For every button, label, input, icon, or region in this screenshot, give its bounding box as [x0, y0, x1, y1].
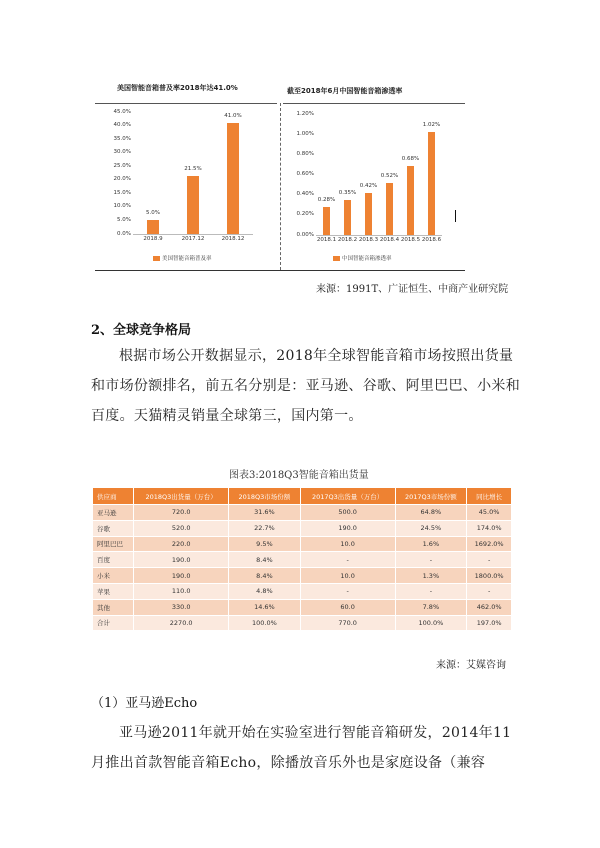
chart-legend: [153, 254, 212, 262]
table-cell: 174.0%: [467, 520, 512, 536]
y-tick-label: 30.0%: [113, 149, 131, 156]
table-cell: 1692.0%: [467, 536, 512, 552]
title-divider: [95, 103, 277, 104]
x-tick-label: 2018.9: [143, 236, 163, 242]
bar: [323, 207, 330, 235]
y-tick-label: 0.0%: [117, 230, 131, 237]
bar: [227, 123, 239, 234]
table-cell: 190.0: [300, 520, 395, 536]
chart-legend: [333, 254, 392, 262]
x-tick-label: 2018.2: [337, 237, 358, 243]
x-tick-label: 2018.3: [358, 237, 379, 243]
table-cell: 110.0: [134, 583, 229, 599]
chart-bottom-border: [95, 270, 465, 271]
x-axis-line: [133, 234, 253, 235]
x-tick-label: 2018.12: [221, 236, 245, 242]
bar: [365, 193, 372, 235]
section-heading: 2、全球竞争格局: [91, 323, 192, 338]
chart-title: 美国智能音箱普及率2018年达41.0%: [117, 84, 238, 92]
y-tick-label: 0.60%: [296, 171, 314, 177]
table-cell: 197.0%: [467, 615, 512, 631]
data-label: 0.35%: [338, 189, 357, 196]
data-label: 0.28%: [317, 196, 336, 203]
table-cell: 1.3%: [395, 568, 467, 584]
table-cell: -: [395, 552, 467, 568]
table-cell: 60.0: [300, 599, 395, 615]
chart-title: 截至2018年6月中国智能音箱渗透率: [287, 87, 403, 95]
bar: [428, 132, 435, 235]
table-cell: 阿里巴巴: [93, 536, 134, 552]
table-cell: 190.0: [134, 568, 229, 584]
table-cell: 苹果: [93, 583, 134, 599]
y-tick-label: 0.00%: [296, 231, 314, 238]
y-tick-label: 10.0%: [113, 203, 131, 210]
table-cell: 500.0: [300, 505, 395, 521]
y-tick-label: 15.0%: [113, 189, 131, 196]
table-cell: 100.0%: [395, 615, 467, 631]
table-row: [93, 505, 512, 521]
bar: [407, 166, 414, 235]
table-cell: 190.0: [134, 552, 229, 568]
paragraph-echo: 亚马逊2011年就开始在实验室进行智能音箱研发，2014年11月推出首款智能音箱Echo，除播放音乐外也是家庭设备（兼容: [91, 725, 512, 771]
table-cell: 22.7%: [229, 520, 301, 536]
table-row: [93, 615, 512, 631]
y-tick-label: 5.0%: [117, 216, 131, 223]
y-tick-label: 40.0%: [113, 122, 131, 129]
table-cell: -: [395, 583, 467, 599]
y-tick-label: 45.0%: [113, 108, 131, 115]
table-cell: 10.0: [300, 568, 395, 584]
y-tick-label: 0.20%: [296, 211, 314, 218]
table-cell: -: [300, 552, 395, 568]
subsection-heading: （1）亚马逊Echo: [91, 696, 198, 711]
column-header: 同比增长: [467, 488, 512, 505]
table-cell: 亚马逊: [93, 505, 134, 521]
table-cell: 7.8%: [395, 599, 467, 615]
data-label: 0.52%: [380, 172, 399, 179]
data-label: 0.42%: [359, 182, 378, 189]
table-cell: 其他: [93, 599, 134, 615]
chart-divider: [280, 103, 282, 270]
column-header: 2017Q3出货量（万台）: [300, 488, 395, 505]
y-tick-label: 25.0%: [113, 162, 131, 169]
column-header: 2018Q3市场份额: [229, 488, 301, 505]
x-axis-line: [316, 235, 442, 236]
table-cell: 220.0: [134, 536, 229, 552]
x-tick-label: 2018.4: [379, 237, 400, 243]
x-tick-label: 2018.6: [421, 237, 442, 243]
table-cell: 9.5%: [229, 536, 301, 552]
table-cell: 520.0: [134, 520, 229, 536]
bar: [344, 200, 351, 235]
column-header: 2017Q3市场份额: [395, 488, 467, 505]
legend-label: 美国智能音箱普及率: [162, 256, 212, 262]
table-cell: 小米: [93, 568, 134, 584]
table-cell: -: [467, 552, 512, 568]
cursor-mark: [455, 210, 456, 222]
table-caption: 图表3:2018Q3智能音箱出货量: [229, 470, 369, 481]
y-tick-label: 1.00%: [296, 130, 314, 137]
table-cell: 1.6%: [395, 536, 467, 552]
legend-swatch: [153, 256, 160, 261]
table-cell: 10.0: [300, 536, 395, 552]
title-divider: [283, 103, 465, 104]
table-cell: 24.5%: [395, 520, 467, 536]
table-cell: 合计: [93, 615, 134, 631]
table-row: [93, 599, 512, 615]
table-cell: 462.0%: [467, 599, 512, 615]
table-cell: 100.0%: [229, 615, 301, 631]
bar: [187, 176, 199, 234]
x-tick-label: 2018.1: [316, 237, 337, 243]
y-tick-label: 0.80%: [296, 150, 314, 157]
paragraph-market: 根据市场公开数据显示，2018年全球智能音箱市场按照出货量和市场份额排名，前五名分别是：亚马逊、谷歌、阿里巴巴、小米和百度。天猫精灵销量全球第三，国内第一。: [91, 348, 520, 424]
table-cell: 64.8%: [395, 505, 467, 521]
table-header-row: [93, 488, 512, 505]
data-label: 1.02%: [422, 122, 441, 129]
legend-label: 中国智能音箱渗透率: [342, 256, 392, 262]
table-cell: 8.4%: [229, 568, 301, 584]
column-header: 供应商: [93, 488, 134, 505]
data-label: 41.0%: [224, 112, 242, 119]
table-cell: 1800.0%: [467, 568, 512, 584]
table-cell: 330.0: [134, 599, 229, 615]
x-tick-label: 2017.12: [181, 236, 205, 242]
table-cell: 2270.0: [134, 615, 229, 631]
data-label: 0.68%: [401, 156, 420, 163]
table-cell: 4.8%: [229, 583, 301, 599]
table-cell: -: [300, 583, 395, 599]
x-tick-label: 2018.5: [400, 237, 421, 243]
y-tick-label: 35.0%: [113, 135, 131, 142]
table-cell: 31.6%: [229, 505, 301, 521]
china-penetration-chart: [283, 75, 465, 270]
y-tick-label: 0.40%: [296, 191, 314, 198]
data-label: 5.0%: [146, 210, 160, 217]
chart-source: 来源：1991T、广证恒生、中商产业研究院: [316, 284, 509, 295]
us-penetration-chart: [95, 75, 277, 270]
shipment-table: [92, 487, 512, 631]
table-row: [93, 536, 512, 552]
table-row: [93, 552, 512, 568]
data-label: 21.5%: [184, 165, 202, 172]
table-cell: 770.0: [300, 615, 395, 631]
table-cell: 14.6%: [229, 599, 301, 615]
bar: [147, 220, 159, 234]
table-source: 来源：艾媒咨询: [436, 660, 506, 671]
table-cell: 45.0%: [467, 505, 512, 521]
table-row: [93, 583, 512, 599]
legend-swatch: [333, 256, 340, 261]
table-cell: 百度: [93, 552, 134, 568]
y-tick-label: 1.20%: [296, 110, 314, 117]
table-cell: 谷歌: [93, 520, 134, 536]
bar: [386, 183, 393, 235]
column-header: 2018Q3出货量（万台）: [134, 488, 229, 505]
table-cell: -: [467, 583, 512, 599]
table-row: [93, 568, 512, 584]
table-cell: 8.4%: [229, 552, 301, 568]
table-cell: 720.0: [134, 505, 229, 521]
y-tick-label: 20.0%: [113, 176, 131, 183]
table-row: [93, 520, 512, 536]
